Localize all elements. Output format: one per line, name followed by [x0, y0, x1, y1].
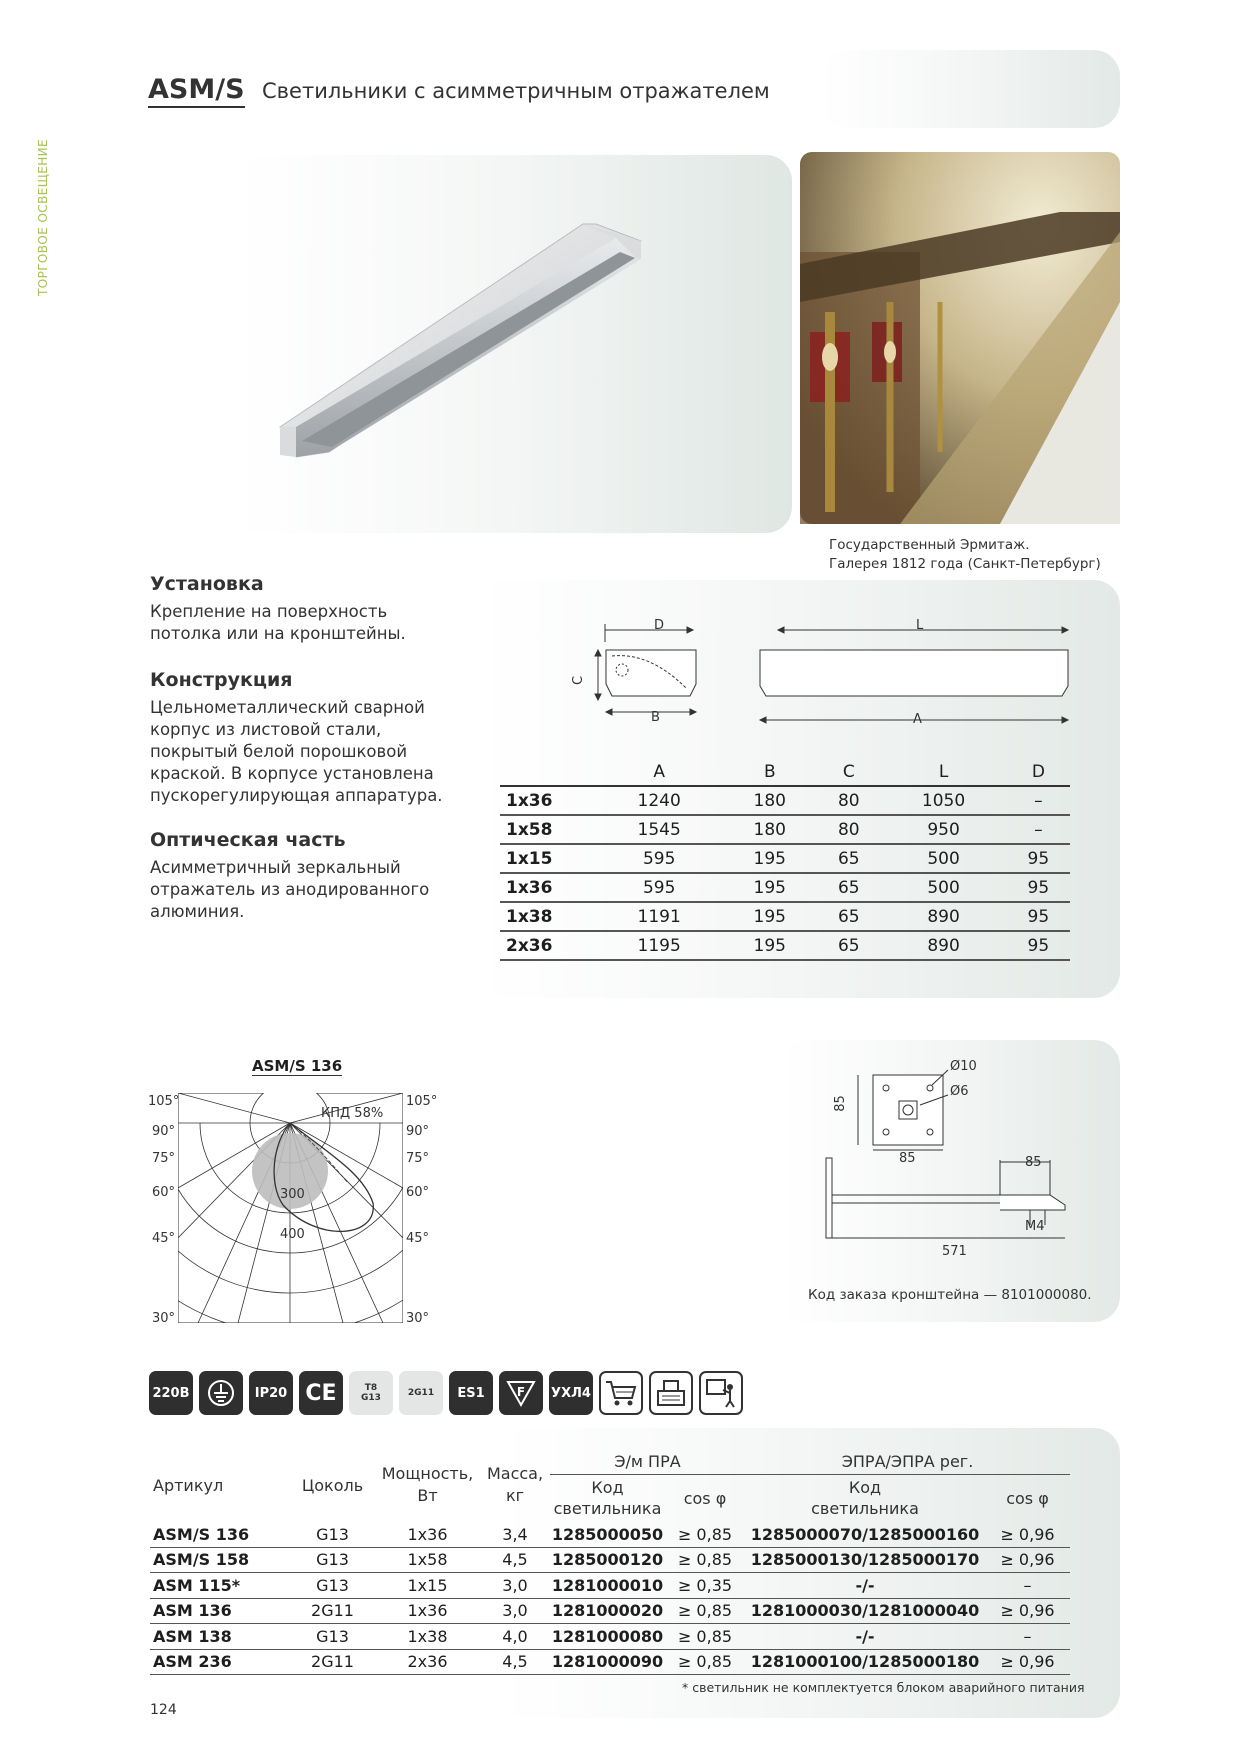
- caption-line-2: Галерея 1812 года (Санкт-Петербург): [829, 556, 1101, 572]
- dimension-cell: 180: [722, 815, 817, 844]
- dimension-cell: 1545: [596, 815, 722, 844]
- table-header-cell: A: [596, 759, 722, 786]
- table-cell: 4,0: [480, 1624, 550, 1650]
- table-cell: -/-: [745, 1624, 985, 1650]
- cash-register-icon: [649, 1371, 693, 1415]
- dim-label-b: B: [651, 710, 660, 725]
- model-cell: 1x36: [500, 786, 596, 815]
- polar-angle-right: 90°: [406, 1124, 430, 1139]
- f-mark-label: F: [516, 1385, 526, 1399]
- table-row: [150, 1624, 1070, 1650]
- dim-label-l: L: [916, 618, 924, 633]
- table-cell: G13: [290, 1547, 375, 1573]
- dimension-cell: 65: [817, 844, 880, 873]
- table-cell: ≥ 0,96: [985, 1598, 1070, 1624]
- col-header-cos: cos φ: [683, 1489, 727, 1508]
- table-cell: G13: [290, 1522, 375, 1547]
- dimension-cell: 65: [817, 873, 880, 902]
- table-cell: G13: [290, 1624, 375, 1650]
- bracket-diameter-6: Ø6: [950, 1084, 969, 1099]
- voltage-badge: 220В: [149, 1371, 193, 1415]
- es1-badge: ES1: [449, 1371, 493, 1415]
- col-header-code: Код светильника: [553, 1478, 662, 1518]
- text-line: Асимметричный зеркальный: [150, 858, 401, 877]
- table-cell: 1x58: [375, 1547, 480, 1573]
- table-cell: 1281000100/1285000180: [745, 1649, 985, 1675]
- ip-rating-badge: IP20: [249, 1371, 293, 1415]
- table-cell: –: [985, 1573, 1070, 1599]
- lamp-base-label: G13: [361, 1393, 381, 1403]
- table-header-cell: B: [722, 759, 817, 786]
- table-row: [500, 873, 1070, 902]
- text-line: пускорегулирующая аппаратура.: [150, 786, 443, 805]
- table-row: [150, 1522, 1070, 1547]
- polar-efficiency: КПД 58%: [321, 1106, 384, 1121]
- table-cell: 1285000070/1285000160: [745, 1522, 985, 1547]
- table-header-cell: L: [880, 759, 1006, 786]
- table-row: [500, 815, 1070, 844]
- dimension-cell: 95: [1007, 931, 1070, 960]
- col-header-epra: ЭПРА/ЭПРА рег.: [745, 1448, 1070, 1475]
- section-heading-construction: Конструкция: [150, 669, 293, 691]
- table-cell: ≥ 0,96: [985, 1547, 1070, 1573]
- product-code-title: ASM/S: [148, 74, 245, 108]
- dimension-cell: 595: [596, 873, 722, 902]
- bracket-height-85: 85: [832, 1095, 848, 1112]
- dimension-cell: 195: [722, 902, 817, 931]
- dimension-cell: 500: [880, 873, 1006, 902]
- table-row: [500, 844, 1070, 873]
- table-cell: ≥ 0,85: [665, 1649, 745, 1675]
- table-cell: 2G11: [290, 1649, 375, 1675]
- table-cell: 2G11: [290, 1598, 375, 1624]
- table-cell: ≥ 0,85: [665, 1598, 745, 1624]
- dimension-cell: –: [1007, 815, 1070, 844]
- text-line: Крепление на поверхность: [150, 602, 388, 621]
- hermitage-photo: [800, 152, 1120, 524]
- table-cell: 3,0: [480, 1598, 550, 1624]
- model-cell: 2x36: [500, 931, 596, 960]
- table-cell: 1285000050: [550, 1522, 665, 1547]
- lamp-type-label: T8: [364, 1383, 378, 1393]
- polar-diagram: [178, 1093, 403, 1323]
- polar-angle-right: 45°: [406, 1231, 430, 1246]
- dimension-cell: 1050: [880, 786, 1006, 815]
- polar-angle-left: 30°: [152, 1311, 176, 1326]
- side-section-label: ТОРГОВОЕ ОСВЕЩЕНИЕ: [36, 139, 50, 296]
- table-row: [500, 931, 1070, 960]
- dimension-cell: 95: [1007, 902, 1070, 931]
- dimension-cell: 80: [817, 815, 880, 844]
- presentation-icon: [699, 1371, 743, 1415]
- table-cell: ≥ 0,96: [985, 1522, 1070, 1547]
- caption-line-1: Государственный Эрмитаж.: [829, 537, 1030, 553]
- table-cell: G13: [290, 1573, 375, 1599]
- table-cell: 1281000020: [550, 1598, 665, 1624]
- dimension-cell: 195: [722, 873, 817, 902]
- polar-angle-right: 60°: [406, 1185, 430, 1200]
- table-cell: ASM/S 158: [150, 1547, 290, 1573]
- page-title: Светильники с асимметричным отражателем: [262, 79, 770, 103]
- text-line: корпус из листовой стали,: [150, 720, 382, 739]
- table-cell: 1x15: [375, 1573, 480, 1599]
- ce-mark-badge: CE: [299, 1371, 343, 1415]
- polar-angle-right: 75°: [406, 1151, 430, 1166]
- section-text-optics: [150, 857, 480, 923]
- table-cell: 3,0: [480, 1573, 550, 1599]
- dimension-cell: 195: [722, 931, 817, 960]
- photo-caption: [829, 536, 1101, 574]
- bracket-width-85: 85: [899, 1151, 916, 1166]
- dimension-drawing: [560, 612, 1080, 732]
- text-line: краской. В корпусе установлена: [150, 764, 434, 783]
- table-cell: -/-: [745, 1573, 985, 1599]
- table-cell: 1x36: [375, 1598, 480, 1624]
- dimension-cell: 95: [1007, 873, 1070, 902]
- table-cell: 1281000080: [550, 1624, 665, 1650]
- polar-angle-right: 30°: [406, 1311, 430, 1326]
- polar-angle-left: 105°: [148, 1094, 180, 1109]
- dimension-cell: 195: [722, 844, 817, 873]
- table-row: [150, 1649, 1070, 1675]
- table-cell: 1x36: [375, 1522, 480, 1547]
- text-line: алюминия.: [150, 902, 245, 921]
- col-header-em-ballast: Э/м ПРА: [550, 1448, 745, 1475]
- table-row: [150, 1547, 1070, 1573]
- model-cell: 1x38: [500, 902, 596, 931]
- dimension-cell: –: [1007, 786, 1070, 815]
- model-cell: 1x15: [500, 844, 596, 873]
- text-line: потолка или на кронштейны.: [150, 624, 406, 643]
- table-cell: –: [985, 1624, 1070, 1650]
- col-header-cos: cos φ: [1006, 1489, 1049, 1508]
- dimension-cell: 890: [880, 931, 1006, 960]
- table-cell: 1285000130/1285000170: [745, 1547, 985, 1573]
- order-codes-table: [150, 1448, 1070, 1675]
- dimension-cell: 1240: [596, 786, 722, 815]
- text-line: покрытый белой порошковой: [150, 742, 408, 761]
- table-cell: ≥ 0,85: [665, 1522, 745, 1547]
- lamp-2g11-badge: 2G11: [399, 1371, 443, 1415]
- polar-angle-left: 45°: [152, 1231, 176, 1246]
- dim-label-a: A: [913, 712, 922, 727]
- polar-angle-left: 75°: [152, 1151, 176, 1166]
- bracket-order-note: Код заказа кронштейна — 8101000080.: [808, 1287, 1092, 1303]
- table-header-cell: C: [817, 759, 880, 786]
- section-text-installation: [150, 601, 480, 645]
- table-cell: 2x36: [375, 1649, 480, 1675]
- dimension-cell: 950: [880, 815, 1006, 844]
- luminaire-image: [236, 155, 792, 533]
- dimension-cell: 1195: [596, 931, 722, 960]
- dimension-cell: 180: [722, 786, 817, 815]
- section-heading-optics: Оптическая часть: [150, 829, 346, 851]
- dimension-cell: 95: [1007, 844, 1070, 873]
- col-header-article: Артикул: [153, 1475, 224, 1495]
- table-row: [500, 902, 1070, 931]
- bracket-length-571: 571: [942, 1244, 967, 1259]
- dimension-cell: 65: [817, 931, 880, 960]
- col-header-base: Цоколь: [301, 1475, 364, 1495]
- col-header-code: Код светильника: [811, 1478, 919, 1518]
- table-row: [150, 1598, 1070, 1624]
- table-cell: ≥ 0,96: [985, 1649, 1070, 1675]
- model-cell: 1x58: [500, 815, 596, 844]
- col-header-mass: Масса, кг: [486, 1464, 544, 1505]
- table-cell: ≥ 0,35: [665, 1573, 745, 1599]
- polar-angle-left: 60°: [152, 1185, 176, 1200]
- table-header-row: [150, 1448, 1070, 1475]
- table-cell: ASM/S 136: [150, 1522, 290, 1547]
- table-footnote: * светильник не комплектуется блоком аварийного питания: [682, 1680, 1085, 1695]
- dimension-cell: 65: [817, 902, 880, 931]
- climate-badge: УХЛ4: [549, 1371, 593, 1415]
- dimension-cell: 595: [596, 844, 722, 873]
- dimension-cell: 890: [880, 902, 1006, 931]
- header-panel: [820, 50, 1120, 128]
- bracket-drawing: [820, 1050, 1100, 1260]
- col-header-power: Мощность, Вт: [381, 1464, 474, 1505]
- table-cell: ASM 138: [150, 1624, 290, 1650]
- section-heading-installation: Установка: [150, 573, 264, 595]
- table-cell: ASM 136: [150, 1598, 290, 1624]
- table-header-cell: [500, 759, 596, 786]
- table-cell: 4,5: [480, 1649, 550, 1675]
- page-number: 124: [150, 1702, 177, 1718]
- dimensions-table: [500, 759, 1070, 961]
- dimension-cell: 80: [817, 786, 880, 815]
- feature-badges: [149, 1371, 743, 1415]
- table-cell: ASM 236: [150, 1649, 290, 1675]
- table-cell: ≥ 0,85: [665, 1547, 745, 1573]
- dim-label-d: D: [654, 618, 665, 633]
- model-cell: 1x36: [500, 873, 596, 902]
- dimension-cell: 1191: [596, 902, 722, 931]
- text-line: Цельнометаллический сварной: [150, 698, 425, 717]
- table-cell: ASM 115*: [150, 1573, 290, 1599]
- table-cell: 1281000090: [550, 1649, 665, 1675]
- table-cell: 1281000030/1281000040: [745, 1598, 985, 1624]
- grounding-icon: [199, 1371, 243, 1415]
- table-cell: 1x38: [375, 1624, 480, 1650]
- polar-chart-title: ASM/S 136: [252, 1057, 343, 1075]
- text-line: отражатель из анодированного: [150, 880, 430, 899]
- bracket-diameter-10: Ø10: [950, 1059, 977, 1074]
- table-header-cell: D: [1007, 759, 1070, 786]
- table-row: [150, 1573, 1070, 1599]
- f-mark-badge: [499, 1371, 543, 1415]
- table-cell: 3,4: [480, 1522, 550, 1547]
- section-text-construction: [150, 697, 480, 807]
- dimension-cell: 500: [880, 844, 1006, 873]
- shopping-cart-icon: [599, 1371, 643, 1415]
- polar-angle-left: 90°: [152, 1124, 176, 1139]
- table-cell: ≥ 0,85: [665, 1624, 745, 1650]
- polar-radial-400: 400: [280, 1227, 305, 1242]
- table-cell: 1281000010: [550, 1573, 665, 1599]
- bracket-thread-m4: M4: [1025, 1219, 1045, 1234]
- polar-angle-right: 105°: [406, 1094, 438, 1109]
- table-row: [500, 786, 1070, 815]
- polar-radial-300: 300: [280, 1187, 305, 1202]
- table-cell: 1285000120: [550, 1547, 665, 1573]
- lamp-t8-g13-badge: [349, 1371, 393, 1415]
- dim-label-c: C: [571, 675, 587, 686]
- bracket-arm-85: 85: [1025, 1155, 1042, 1170]
- table-header-row: [500, 759, 1070, 786]
- table-cell: 4,5: [480, 1547, 550, 1573]
